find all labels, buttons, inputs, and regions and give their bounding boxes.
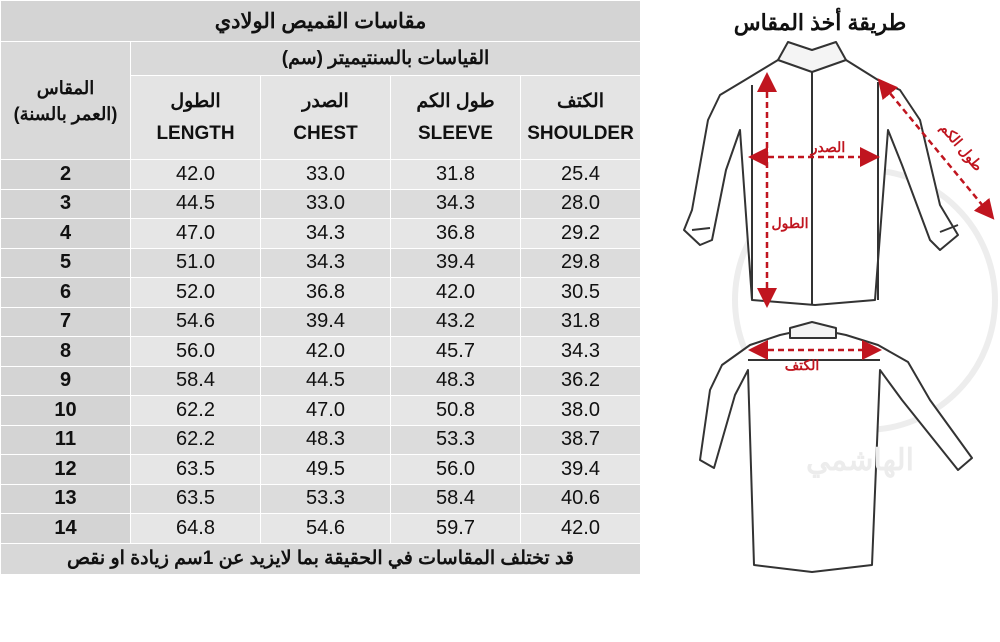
age-header-line1: المقاس <box>36 77 95 98</box>
shoulder-cell: 31.8 <box>521 307 641 337</box>
sleeve-cell: 53.3 <box>391 425 521 455</box>
chest-cell: 49.5 <box>261 455 391 485</box>
table-row <box>1 366 641 396</box>
shoulder-cell: 39.4 <box>521 455 641 485</box>
length-cell: 62.2 <box>131 396 261 426</box>
table-row <box>1 278 641 308</box>
sleeve-cell: 36.8 <box>391 219 521 249</box>
column-header-length <box>131 76 261 160</box>
length-cell: 64.8 <box>131 514 261 544</box>
length-cell: 52.0 <box>131 278 261 308</box>
chest-cell: 44.5 <box>261 366 391 396</box>
chest-cell: 47.0 <box>261 396 391 426</box>
length-cell: 62.2 <box>131 425 261 455</box>
age-header <box>1 42 131 160</box>
column-header-ar: الكتف <box>557 90 604 112</box>
sleeve-cell: 58.4 <box>391 484 521 514</box>
table-row <box>1 484 641 514</box>
age-header-line2: (العمر بالسنة) <box>13 103 118 124</box>
age-cell: 12 <box>1 455 131 485</box>
shirt-diagram <box>640 0 1000 642</box>
sleeve-cell: 34.3 <box>391 189 521 219</box>
length-cell: 63.5 <box>131 484 261 514</box>
shoulder-cell: 30.5 <box>521 278 641 308</box>
footer-note: قد تختلف المقاسات في الحقيقة بما لايزيد عن 1سم زيادة او نقص <box>1 543 641 574</box>
front-shirt-icon <box>684 42 958 305</box>
length-cell: 58.4 <box>131 366 261 396</box>
shoulder-cell: 40.6 <box>521 484 641 514</box>
length-cell: 56.0 <box>131 337 261 367</box>
sleeve-cell: 42.0 <box>391 278 521 308</box>
table-row <box>1 425 641 455</box>
age-cell: 2 <box>1 160 131 190</box>
age-cell: 14 <box>1 514 131 544</box>
sleeve-label: طول الكم <box>937 119 987 175</box>
shoulder-cell: 38.0 <box>521 396 641 426</box>
table-row <box>1 337 641 367</box>
chest-cell: 33.0 <box>261 160 391 190</box>
chest-cell: 34.3 <box>261 219 391 249</box>
length-cell: 42.0 <box>131 160 261 190</box>
guide-title: طريقة أخذ المقاس <box>733 10 907 35</box>
shoulder-cell: 25.4 <box>521 160 641 190</box>
table-row <box>1 189 641 219</box>
sleeve-cell: 50.8 <box>391 396 521 426</box>
chest-cell: 39.4 <box>261 307 391 337</box>
column-header-en: CHEST <box>293 122 358 144</box>
length-cell: 47.0 <box>131 219 261 249</box>
age-cell: 13 <box>1 484 131 514</box>
age-cell: 9 <box>1 366 131 396</box>
table-title: مقاسات القميص الولادي <box>1 1 641 42</box>
age-cell: 3 <box>1 189 131 219</box>
age-cell: 5 <box>1 248 131 278</box>
length-cell: 63.5 <box>131 455 261 485</box>
length-label: الطول <box>771 215 809 231</box>
length-cell: 54.6 <box>131 307 261 337</box>
sleeve-cell: 45.7 <box>391 337 521 367</box>
table-row <box>1 307 641 337</box>
table-body <box>1 160 641 544</box>
shoulder-cell: 28.0 <box>521 189 641 219</box>
shoulder-cell: 34.3 <box>521 337 641 367</box>
column-header-ar: طول الكم <box>416 90 495 112</box>
shoulder-cell: 36.2 <box>521 366 641 396</box>
length-cell: 44.5 <box>131 189 261 219</box>
sleeve-cell: 31.8 <box>391 160 521 190</box>
sleeve-cell: 59.7 <box>391 514 521 544</box>
age-cell: 11 <box>1 425 131 455</box>
column-header-sleeve <box>391 76 521 160</box>
chest-cell: 42.0 <box>261 337 391 367</box>
chest-cell: 53.3 <box>261 484 391 514</box>
table-row <box>1 396 641 426</box>
table-row <box>1 455 641 485</box>
shoulder-cell: 29.2 <box>521 219 641 249</box>
age-cell: 4 <box>1 219 131 249</box>
age-cell: 8 <box>1 337 131 367</box>
chest-cell: 54.6 <box>261 514 391 544</box>
column-header-en: SHOULDER <box>527 122 634 144</box>
column-header-ar: الطول <box>170 90 221 112</box>
column-header-ar: الصدر <box>302 90 349 112</box>
chest-cell: 36.8 <box>261 278 391 308</box>
chest-label: الصدر <box>810 139 846 155</box>
table-row <box>1 514 641 544</box>
table-row <box>1 160 641 190</box>
sleeve-cell: 39.4 <box>391 248 521 278</box>
table-row <box>1 219 641 249</box>
column-header-shoulder <box>521 76 641 160</box>
age-cell: 10 <box>1 396 131 426</box>
sleeve-cell: 56.0 <box>391 455 521 485</box>
length-cell: 51.0 <box>131 248 261 278</box>
measure-guide <box>640 0 1000 642</box>
sleeve-cell: 43.2 <box>391 307 521 337</box>
chest-cell: 34.3 <box>261 248 391 278</box>
age-cell: 6 <box>1 278 131 308</box>
age-cell: 7 <box>1 307 131 337</box>
shoulder-label: الكتف <box>784 357 820 373</box>
chest-cell: 33.0 <box>261 189 391 219</box>
column-header-en: LENGTH <box>156 122 235 144</box>
column-header-chest <box>261 76 391 160</box>
table-row <box>1 248 641 278</box>
shoulder-cell: 42.0 <box>521 514 641 544</box>
chest-cell: 48.3 <box>261 425 391 455</box>
shoulder-cell: 38.7 <box>521 425 641 455</box>
table-subtitle: القياسات بالسنتيميتر (سم) <box>131 42 641 76</box>
shoulder-cell: 29.8 <box>521 248 641 278</box>
watermark-text: الهاشمي <box>806 444 914 477</box>
column-header-en: SLEEVE <box>418 122 493 144</box>
sleeve-cell: 48.3 <box>391 366 521 396</box>
